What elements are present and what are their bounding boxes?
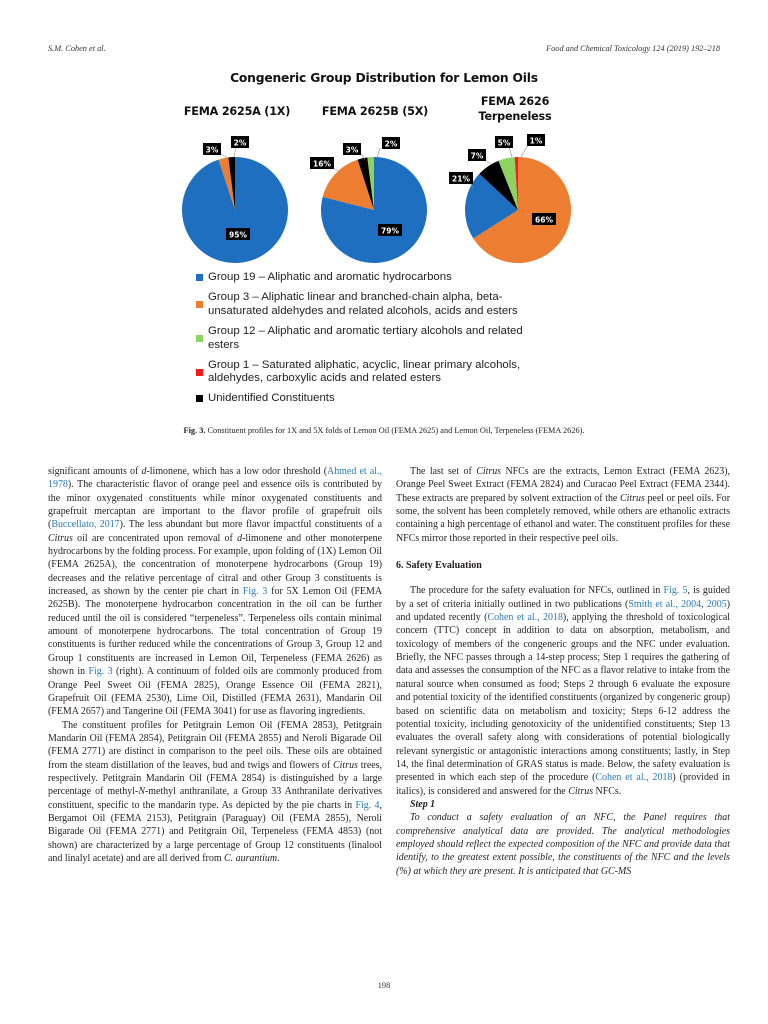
figure-caption (0, 426, 768, 435)
figure-3 (0, 60, 768, 430)
paragraph: The procedure for the safety evaluation for NFCs, outlined in Fig. 5, is guided by a set of criteria initially outlined in two publications (Smith et al., 2004, 2005) and updated recently (Cohen et al., 2018), applying the threshold of toxicological concern (TTC) concept in addition to data on absorption, metabolism, and toxicology of members of the congeneric groups and the NFC under evaluation. Briefly, the NFC passes through a 14-step process; Step 1 requires the gathering of data and assesses the consumption of the NFC as a flavor relative to intake from the natural source when consumed as food; Steps 2 through 6 evaluate the exposure and potential toxicity of the identified constituents (organized by congeneric group) based on scientific data on metabolism and toxicity; Steps 6-12 address the potential toxicity, including genotoxicity of the unidentified constituents; Step 13 evaluates the overall safety along with considerations of potential biologically relevant synergistic or antagonistic interactions among constituents; lastly, in Step 14, the final determination of GRAS status is made. Below, the safety evaluation is presented in which each step of the procedure (Cohen et al., 2018) (provided in italics), is considered and answered for the Citrus NFCs. (396, 585, 730, 797)
pie-chart-5x (321, 157, 427, 263)
pie-charts (0, 60, 768, 270)
data-label: 21% (452, 174, 470, 184)
figure-title: Congeneric Group Distribution for Lemon Oils (230, 71, 538, 85)
legend-item-group12 (196, 325, 556, 353)
citation-link[interactable]: 2005 (706, 598, 727, 610)
pie-title-terpeneless-line1: FEMA 2626 (480, 95, 550, 108)
caption-label: Fig. 3. (183, 426, 206, 435)
legend-swatch-group3 (196, 301, 203, 308)
running-head (48, 44, 720, 56)
citation-link[interactable]: Buccellato, 2017 (51, 519, 120, 531)
leader-line (234, 147, 236, 157)
paragraph: significant amounts of d-limonene, which has a low odor threshold (Ahmed et al., 1978). The characteristic flavor of orange peel and essence oils is contributed by the minor oxygenated constituents while minor oxygenated constituents and grapefruit mercaptan are important to the flavor profile of grapefruit oils (Buccellato, 2017). The less abundant but more flavor impactful constituents of a Citrus oil are concentrated upon removal of d-limonene and other monoterpene hydrocarbons by the folding process. For example, upon folding of (1X) Lemon Oil (FEMA 2625A), the concentration of monoterpene hydrocarbons (Group 19) decreases and the relative percentage of citral and other Group 3 constituents is increased, as shown by the center pie chart in Fig. 3 for 5X Lemon Oil (FEMA 2625B). The monoterpene hydrocarbon concentration in the oil can be further reduced until the oil is considered “terpeneless”. Terpeneless oils contain minimal amount of monoterpene hydrocarbons. The total concentration of Group 19 constituents is further reduced while the concentrations of Group 3, Group 12 and Group 1 constituents are increased in Lemon Oil, Terpeneless (FEMA 2626) as shown in Fig. 3 (right). A continuum of folded oils are commonly produced from Orange Peel Sweet Oil (FEMA 2825), Orange Essence Oil (FEMA 2821), Grapefruit Oil (FEMA 2530), Lime Oil, Distilled (FEMA 2631), Mandarin Oil (FEMA 2657) and Tangerine Oil (FEMA 3041) for use as flavoring ingredients. (48, 466, 382, 718)
legend-item-group1 (196, 359, 556, 387)
legend-label-group12: Group 12 – Aliphatic and aromatic tertiary alcohols and related esters (208, 324, 523, 351)
figure-link[interactable]: Fig. 5 (663, 585, 688, 597)
pie-title-5x: FEMA 2625B (5X) (321, 105, 429, 118)
citation-link[interactable]: Cohen et al., 2018 (595, 772, 673, 784)
legend-label-group19: Group 19 – Aliphatic and aromatic hydrocarbons (208, 271, 452, 283)
leader-line (333, 168, 340, 172)
step-heading: Step 1 (410, 798, 436, 810)
chart-legend (196, 271, 556, 412)
data-label: 66% (535, 215, 553, 225)
citation-link[interactable]: Cohen et al., 2018 (487, 612, 563, 624)
legend-label-group1: Group 1 – Saturated aliphatic, acyclic, linear primary alcohols, aldehydes, carboxylic acids and related esters (208, 358, 521, 385)
legend-swatch-group1 (196, 369, 203, 376)
data-label: 2% (233, 138, 247, 148)
data-label: 5% (497, 138, 511, 148)
paragraph-italic: To conduct a safety evaluation of an NFC, the Panel requires that comprehensive analytical data are provided. The analytical methodologies employed should reflect the expected composition of the NFC and provide data that identify, to the greatest extent possible, the constituents of the NFC and the levels (%) at which they are present. It is anticipated that GC-MS (396, 812, 730, 877)
legend-item-group3 (196, 291, 556, 319)
page-number: 198 (377, 981, 391, 990)
legend-swatch-unidentified (196, 395, 203, 402)
pie-chart-terpeneless (465, 157, 571, 263)
column-right (396, 465, 730, 878)
legend-label-group3: Group 3 – Aliphatic linear and branched-chain alpha, beta-unsaturated aldehydes and related alcohols, acids and esters (208, 290, 518, 317)
legend-swatch-group12 (196, 335, 203, 342)
leader-line (377, 148, 380, 158)
data-label: 3% (205, 145, 219, 155)
legend-item-group19 (196, 271, 556, 285)
data-label: 16% (313, 159, 331, 169)
citation-link[interactable]: Ahmed et al., 1978 (48, 466, 382, 491)
pie-title-terpeneless-line2: Terpeneless (478, 110, 552, 123)
data-label: 2% (384, 139, 398, 149)
figure-link[interactable]: Fig. 4 (355, 799, 380, 811)
legend-label-unidentified: Unidentified Constituents (208, 392, 335, 405)
pie-chart-1x (182, 157, 288, 263)
figure-link[interactable]: Fig. 3 (88, 666, 113, 678)
figure-link[interactable]: Fig. 3 (242, 586, 268, 598)
paragraph: The constituent profiles for Petitgrain Lemon Oil (FEMA 2853), Petitgrain Mandarin Oil (FEMA 2854), Petitgrain Oil (FEMA 2855) and Neroli Bigarade Oil (FEMA 2771) are distinct in comparison to the peel oils. These oils are obtained from the steam distillation of the leaves, bud and twigs and flowers of Citrus trees, respectively. Petitgrain Mandarin Oil (FEMA 2854) is distinguished by a large percentage of methyl-N-methyl anthranilate, a Group 33 Anthranilate derivatives constituent, specific to the mandarin type. As depicted by the pie charts in Fig. 4, Bergamot Oil (FEMA 2153), Petitgrain (Paraguay) Oil (FEMA 2855), Neroli Bigarade Oil (FEMA 2771) and Petitgrain Oil, Terpeneless (FEMA 4853) (not shown) are characterized by a large percentage of Group 12 constituents (linalool and linalyl acetate) and are all derived from C. aurantium. (48, 719, 382, 864)
caption-text: Constituent profiles for 1X and 5X folds of Lemon Oil (FEMA 2625) and Lemon Oil, Terpeneless (FEMA 2626). (205, 426, 585, 435)
leader-line (509, 147, 512, 157)
section-heading: 6. Safety Evaluation (396, 560, 482, 572)
pie-title-1x: FEMA 2625A (1X) (183, 105, 291, 118)
leader-line (521, 145, 528, 157)
citation-link[interactable]: Smith et al., 2004 (628, 598, 702, 610)
paragraph: The last set of Citrus NFCs are the extracts, Lemon Extract (FEMA 2623), Orange Peel Sweet Extract (FEMA 2824) and Curacao Peel Extract (FEMA 2344). These extracts are prepared by solvent extraction of the Citrus peel or peel oils. For some, the solvent has been completely removed, while others are ethanolic extracts containing a high percentage of ethanol and water. The constituent profiles for these NFCs mirror those reported in their respective peel oils. (396, 466, 730, 544)
data-label: 7% (470, 151, 484, 161)
running-head-authors: S.M. Cohen et al. (48, 44, 106, 53)
legend-swatch-group19 (196, 274, 203, 281)
data-label: 1% (529, 136, 543, 146)
data-label: 79% (381, 226, 399, 236)
data-label: 3% (345, 145, 359, 155)
column-left (48, 465, 382, 865)
data-label: 95% (229, 230, 247, 240)
legend-item-unidentified (196, 392, 556, 406)
running-head-journal: Food and Chemical Toxicology 124 (2019) 192–218 (546, 44, 720, 53)
